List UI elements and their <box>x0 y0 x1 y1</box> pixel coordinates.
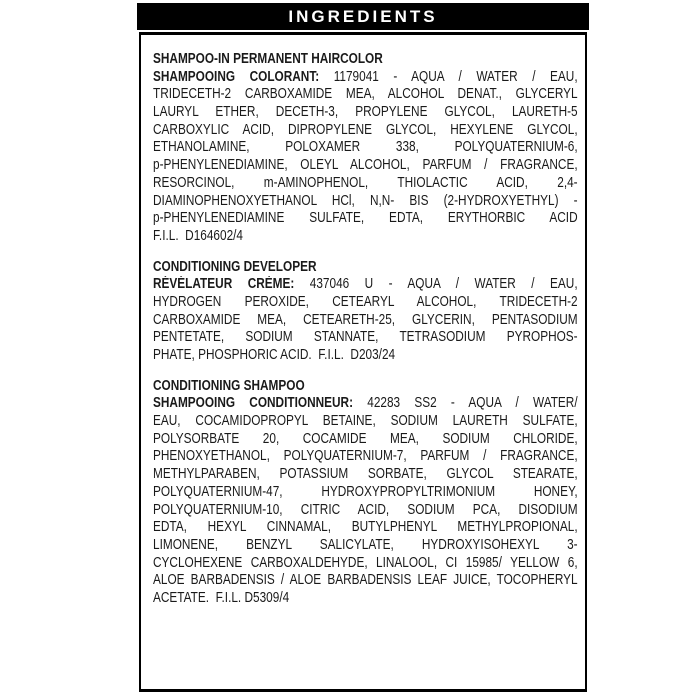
section-developer-label: RÉVÉLATEUR CRÈME: <box>153 276 295 293</box>
ingredients-line: HYDROGEN PEROXIDE, CETEARYL ALCOHOL, TRIDECETH-2 <box>153 293 578 310</box>
ingredients-line: LIMONENE, BENZYL SALICYLATE, HYDROXYISOHEXYL 3- <box>153 536 578 553</box>
section-haircolor-lines <box>153 86 578 245</box>
ingredients-line: METHYLPARABEN, POTASSIUM SORBATE, GLYCOL STEARATE, <box>153 466 578 483</box>
ingredients-text-column <box>153 51 578 608</box>
ingredients-line: p-PHENYLENEDIAMINE, OLEYL ALCOHOL, PARFUM / FRAGRANCE, <box>153 157 578 174</box>
ingredients-line: EDTA, HEXYL CINNAMAL, BUTYLPHENYL METHYLPROPIONAL, <box>153 519 578 536</box>
ingredients-box <box>139 32 587 692</box>
ingredients-line: TRIDECETH-2 CARBOXAMIDE MEA, ALCOHOL DENAT., GLYCERYL <box>153 86 578 103</box>
section-shampoo-label-rest: 42283 SS2 - AQUA / WATER/ <box>367 395 578 412</box>
section-developer-heading: CONDITIONING DEVELOPER <box>153 258 317 275</box>
ingredients-title: INGREDIENTS <box>288 6 438 26</box>
section-haircolor <box>153 51 578 246</box>
ingredients-line: POLYQUATERNIUM-10, CITRIC ACID, SODIUM PCA, DISODIUM <box>153 501 578 518</box>
ingredients-line: ACETATE. F.I.L. D5309/4 <box>153 589 290 606</box>
section-haircolor-heading: SHAMPOO-IN PERMANENT HAIRCOLOR <box>153 51 383 67</box>
ingredients-line: p-PHENYLENEDIAMINE SULFATE, EDTA, ERYTHORBIC ACID <box>153 210 578 227</box>
ingredients-line: PHENOXYETHANOL, POLYQUATERNIUM-7, PARFUM / FRAGRANCE, <box>153 448 578 465</box>
ingredients-line: CARBOXAMIDE MEA, CETEARETH-25, GLYCERIN, PENTASODIUM <box>153 311 578 328</box>
ingredients-line: PENTETATE, SODIUM STANNATE, TETRASODIUM PYROPHOS- <box>153 329 578 346</box>
ingredients-line: PHATE, PHOSPHORIC ACID. F.I.L. D203/24 <box>153 347 396 363</box>
ingredients-line: CYCLOHEXENE CARBOXALDEHYDE, LINALOOL, CI 15985/ YELLOW 6, <box>153 554 578 571</box>
section-shampoo-heading: CONDITIONING SHAMPOO <box>153 377 305 394</box>
ingredients-line: RESORCINOL, m-AMINOPHENOL, THIOLACTIC ACID, 2,4- <box>153 174 578 191</box>
ingredients-line: CARBOXYLIC ACID, DIPROPYLENE GLYCOL, HEXYLENE GLYCOL, <box>153 121 578 138</box>
section-haircolor-label: SHAMPOOING COLORANT: <box>153 68 320 85</box>
section-developer-label-rest: 437046 U - AQUA / WATER / EAU, <box>309 276 578 293</box>
ingredients-line: POLYSORBATE 20, COCAMIDE MEA, SODIUM CHLORIDE, <box>153 430 578 447</box>
ingredients-line: DIAMINOPHENOXYETHANOL HCl, N,N- BIS (2-HYDROXYETHYL) - <box>153 192 578 209</box>
ingredients-line: ETHANOLAMINE, POLOXAMER 338, POLYQUATERNIUM-6, <box>153 139 578 156</box>
ingredients-header-bar <box>137 3 589 30</box>
section-shampoo-label: SHAMPOOING CONDITIONNEUR: <box>153 395 354 412</box>
ingredients-line: POLYQUATERNIUM-47, HYDROXYPROPYLTRIMONIUM HONEY, <box>153 483 578 500</box>
section-shampoo <box>153 378 578 608</box>
section-developer-label-line <box>153 276 578 294</box>
ingredients-line: LAURYL ETHER, DECETH-3, PROPYLENE GLYCOL, LAURETH-5 <box>153 104 578 121</box>
section-developer-lines <box>153 294 578 365</box>
section-developer <box>153 259 578 365</box>
ingredients-line: EAU, COCAMIDOPROPYL BETAINE, SODIUM LAURETH SULFATE, <box>153 413 578 430</box>
section-shampoo-label-line <box>153 395 578 413</box>
section-shampoo-lines <box>153 413 578 608</box>
section-haircolor-label-rest: 1179041 - AQUA / WATER / EAU, <box>333 68 578 85</box>
ingredients-line: F.I.L. D164602/4 <box>153 227 244 244</box>
ingredients-line: ALOE BARBADENSIS / ALOE BARBADENSIS LEAF JUICE, TOCOPHERYL <box>153 572 578 589</box>
section-haircolor-label-line <box>153 69 578 87</box>
